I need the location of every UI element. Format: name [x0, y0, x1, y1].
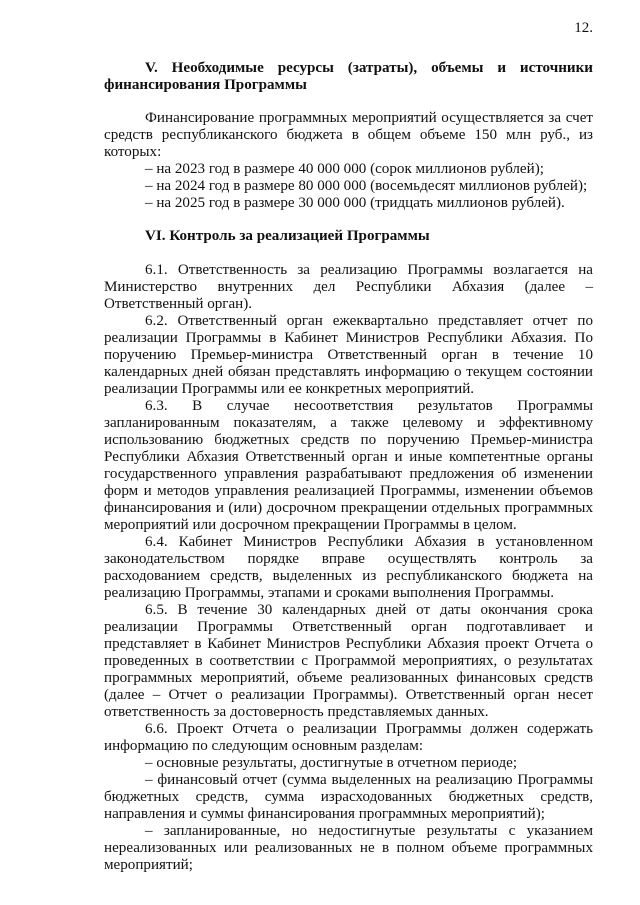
document-page [104, 0, 593, 874]
paragraph-6-4: 6.4. Кабинет Министров Республики Абхазия в установленном законодательством порядке вправе осуществлять контроль за расходованием средств, выделенных из республиканского бюджета на реализацию Программы, этапами и сроками выполнения Программы. [104, 534, 593, 601]
page-number: 12. [574, 20, 593, 36]
paragraph-6-1: 6.1. Ответственность за реализацию Программы возлагается на Министерство внутренних дел Республики Абхазия (далее – Ответственный орган). [104, 262, 593, 312]
report-item-financial: – финансовый отчет (сумма выделенных на реализацию Программы бюджетных средств, сумма израсходованных бюджетных средств, направления и суммы финансирования программных мероприятий); [104, 772, 593, 822]
paragraph-6-2: 6.2. Ответственный орган ежеквартально представляет отчет по реализации Программы в Кабинет Министров Республики Абхазия. По поручению Премьер-министра Ответственный орган в течение 10 календарных дней обязан представлять информацию о текущем состоянии реализации Программы или ее конкретных мероприятий. [104, 313, 593, 397]
paragraph-6-3: 6.3. В случае несоответствия результатов Программы запланированным показателям, а также целевому и эффективному использованию бюджетных средств по поручению Премьер-министра Республики Абхазия Ответственный орган и иные компетентные органы государственного управления разрабатывают предложения об изменении форм и методов управления реализацией Программы, изменении объемов финансирования и (или) досрочном прекращении отдельных программных мероприятий или досрочном прекращении Программы в целом. [104, 398, 593, 533]
paragraph-6-6: 6.6. Проект Отчета о реализации Программы должен содержать информацию по следующим основным разделам: [104, 721, 593, 754]
section-5-heading: V. Необходимые ресурсы (затраты), объемы и источники финансирования Программы [104, 60, 593, 93]
funding-item-2023: – на 2023 год в размере 40 000 000 (сорок миллионов рублей); [145, 161, 544, 177]
section-5-intro: Финансирование программных мероприятий осуществляется за счет средств республиканского бюджета в общем объеме 150 млн руб., из которых: [104, 110, 593, 160]
report-item-results: – основные результаты, достигнутые в отчетном периоде; [145, 755, 518, 771]
funding-item-2025: – на 2025 год в размере 30 000 000 (тридцать миллионов рублей). [145, 195, 565, 211]
paragraph-6-5: 6.5. В течение 30 календарных дней от даты окончания срока реализации Программы Ответственный орган подготавливает и представляет в Кабинет Министров Республики Абхазия проект Отчета о проведенных в соответствии с Программой мероприятиях, о результатах программных мероприятий, объеме реализованных финансовых средств (далее – Отчет о реализации Программы). Ответственный орган несет ответственность за достоверность представляемых данных. [104, 602, 593, 720]
report-item-unachieved: – запланированные, но недостигнутые результаты с указанием нереализованных или реализованных не в полном объеме программных мероприятий; [104, 823, 593, 873]
funding-item-2024: – на 2024 год в размере 80 000 000 (восемьдесят миллионов рублей); [145, 178, 588, 194]
section-6-heading: VI. Контроль за реализацией Программы [145, 228, 430, 244]
